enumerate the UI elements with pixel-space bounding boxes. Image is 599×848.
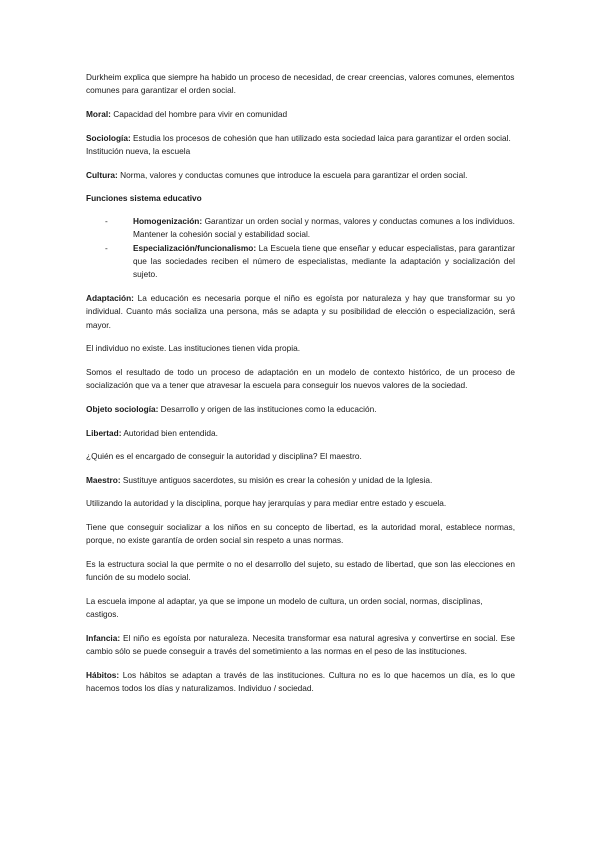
term-definition: Desarrollo y origen de las instituciones como la educación.	[158, 404, 377, 414]
bullet-dash: -	[105, 215, 108, 226]
term-label: Cultura:	[86, 169, 118, 180]
term-definition: Estudia los procesos de cohesión que han utilizado esta sociedad laica para garantizar el orden social. Institución nueva, la escuela	[86, 132, 511, 156]
paragraph-moral	[86, 108, 515, 121]
term-label: Moral:	[86, 109, 111, 119]
paragraph-maestro	[86, 474, 515, 487]
list-item-especializacion	[86, 242, 515, 282]
paragraph-sociologia	[86, 132, 515, 159]
term-definition: Autoridad bien entendida.	[121, 427, 218, 438]
section-heading: Funciones sistema educativo	[86, 193, 202, 204]
paragraph-cultura	[86, 169, 515, 182]
term-label: Especialización/funcionalismo:	[133, 242, 257, 253]
bullet-dash: -	[105, 242, 108, 253]
paragraph-habitos	[86, 669, 515, 696]
term-label: Adaptación:	[86, 293, 134, 303]
paragraph-individuo: El individuo no existe. Las instituciones tienen vida propia.	[86, 343, 301, 354]
term-label: Hábitos:	[86, 669, 120, 680]
term-definition: La Escuela tiene que enseñar y educar especialistas, para garantizar que las sociedades reciben el número de especialistas, mediante la adaptación y socialización del sujeto.	[133, 242, 515, 280]
paragraph-adaptacion	[86, 292, 515, 332]
term-definition: Sustituye antiguos sacerdotes, su misión es crear la cohesión y unidad de la Iglesia.	[120, 474, 433, 485]
paragraph-libertad	[86, 427, 515, 440]
functions-list	[86, 215, 515, 282]
term-definition: El niño es egoísta por naturaleza. Necesita transformar esa natural agresiva y convertirse en social. Ese cambio sólo se puede conseguir a través del sometimiento a las normas en el peso de las instituciones.	[86, 632, 515, 657]
paragraph-objeto-sociologia	[86, 403, 515, 416]
list-item-homogenizacion	[86, 215, 515, 242]
term-definition: Los hábitos se adaptan a través de las instituciones. Cultura no es lo que hacemos un día, es lo que hacemos todos los días y naturalizamos. Individuo / sociedad.	[86, 669, 515, 694]
paragraph-infancia	[86, 632, 515, 659]
paragraph-estructura: Es la estructura social la que permite o no el desarrollo del sujeto, su estado de libertad, que son las elecciones en función de su modelo social.	[86, 558, 515, 583]
paragraph-autoridad: Utilizando la autoridad y la disciplina, porque hay jerarquías y para mediar entre estado y escuela.	[86, 498, 447, 509]
term-label: Objeto sociología:	[86, 404, 159, 414]
term-definition: Capacidad del hombre para vivir en comunidad	[110, 109, 288, 119]
term-label: Infancia:	[86, 632, 121, 643]
term-label: Sociología:	[86, 132, 131, 143]
term-definition: Norma, valores y conductas comunes que introduce la escuela para garantizar el orden social.	[117, 169, 468, 180]
term-label: Homogenización:	[133, 215, 203, 226]
term-label: Libertad:	[86, 427, 122, 438]
paragraph-pregunta: ¿Quién es el encargado de conseguir la autoridad y disciplina? El maestro.	[86, 451, 362, 462]
term-label: Maestro:	[86, 474, 121, 485]
paragraph-escuela-impone: La escuela impone al adaptar, ya que se impone un modelo de cultura, un orden social, normas, disciplinas, castigos.	[86, 595, 483, 620]
paragraph-resultado: Somos el resultado de todo un proceso de adaptación en un modelo de contexto histórico, de un proceso de socialización que va a tener que atravesar la escuela para conseguir los nuevos valores de la sociedad.	[86, 367, 515, 391]
paragraph-durkheim: Durkheim explica que siempre ha habido un proceso de necesidad, de crear creencias, valores comunes, elementos comunes para garantizar el orden social.	[86, 72, 515, 96]
term-definition: La educación es necesaria porque el niño es egoísta por naturaleza y hay que transformar su yo individual. Cuanto más socializa una persona, más se adapta y su posibilidad de elección o especialización, será mayor.	[86, 293, 515, 330]
paragraph-socializar: Tiene que conseguir socializar a los niños en su concepto de libertad, es la autoridad moral, establece normas, porque, no existe garantía de orden social sin respeto a unas normas.	[86, 521, 515, 546]
term-definition: Garantizar un orden social y normas, valores y conductas comunes a los individuos. Mantener la cohesión social y estabilidad social.	[133, 215, 515, 240]
